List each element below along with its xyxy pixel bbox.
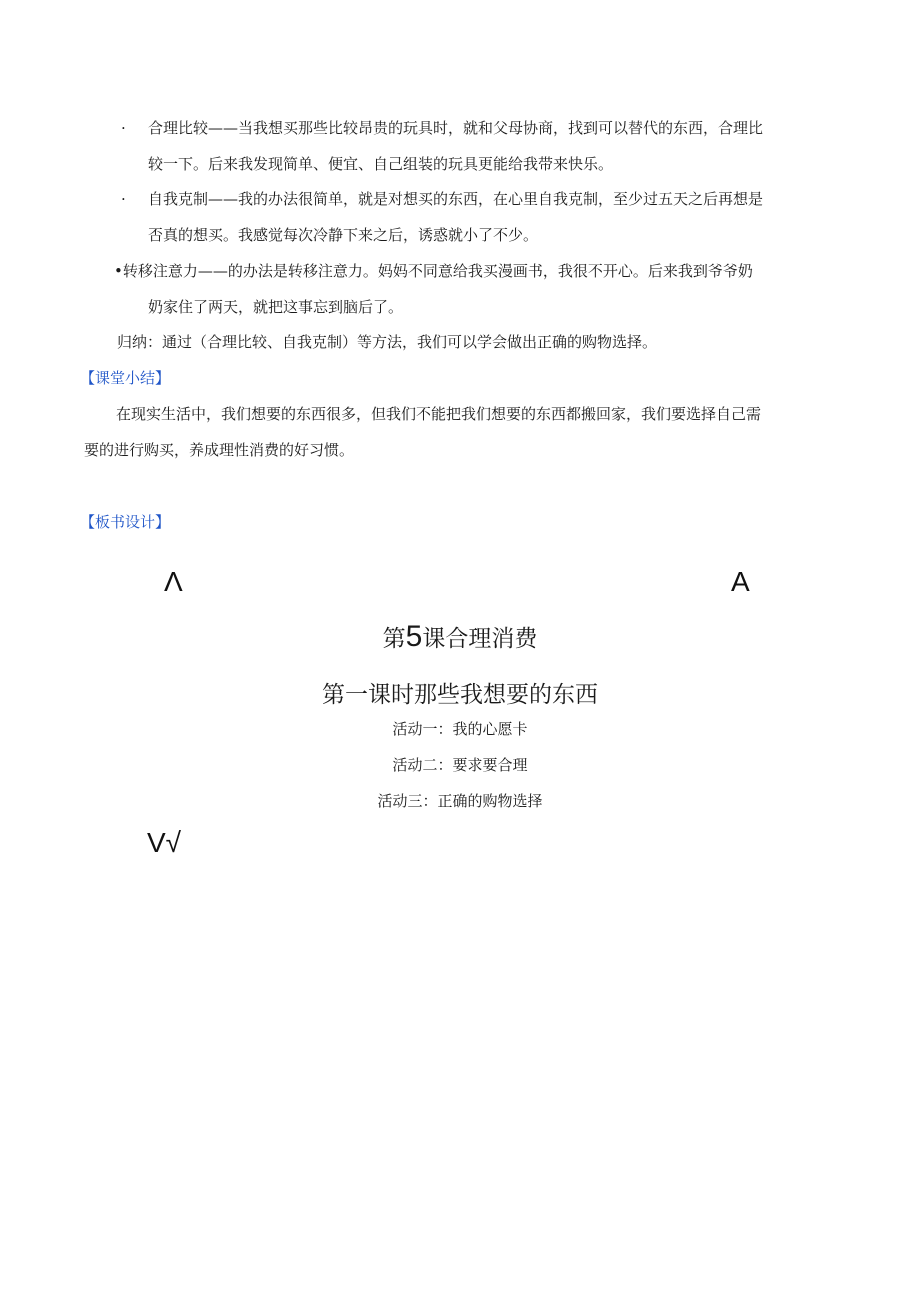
activity-item: 活动二：要求要合理: [392, 756, 528, 774]
class-summary-line1: 在现实生活中，我们想要的东西很多，但我们不能把我们想要的东西都搬回家，我们要选择自己需: [116, 405, 762, 423]
bullet-text-line2: 奶家住了两天，就把这事忘到脑后了。: [148, 298, 404, 316]
bullet-text-line1: 自我克制——我的办法很简单，就是对想买的东西，在心里自我克制，至少过五天之后再想是: [148, 190, 764, 208]
lesson-title: [0, 620, 920, 654]
board-design-heading: 【板书设计】: [80, 513, 171, 531]
summary-line: 归纳：通过（合理比较、自我克制）等方法，我们可以学会做出正确的购物选择。: [117, 333, 658, 351]
bullet-item-self-control: [117, 181, 840, 253]
class-summary-paragraph: [84, 396, 840, 468]
class-summary-line2: 要的进行购买，养成理性消费的好习惯。: [84, 441, 355, 459]
bullet-text-line1: 转移注意力——的办法是转移注意力。妈妈不同意给我买漫画书，我很不开心。后来我到爷爷奶: [122, 262, 753, 280]
bullet-text-line1: 合理比较——当我想买那些比较昂贵的玩具时，就和父母协商，找到可以替代的东西，合理比: [148, 119, 764, 137]
board-mark-top-right: A: [731, 566, 750, 597]
bullet-marker: •: [114, 262, 123, 280]
lesson-title-prefix: 第: [382, 626, 406, 652]
bullet-text-line2: 否真的想买。我感觉每次冷静下来之后，诱惑就小了不少。: [148, 226, 539, 244]
class-summary-heading: 【课堂小结】: [80, 369, 171, 387]
board-mark-top-left: Λ: [164, 566, 183, 597]
bullet-marker: ·: [121, 190, 126, 208]
bullet-item-divert-attention: [114, 253, 837, 325]
bullet-text-line2: 较一下。后来我发现简单、便宜、自己组装的玩具更能给我带来快乐。: [148, 155, 614, 173]
activity-item: 活动三：正确的购物选择: [377, 792, 543, 810]
activity-item: 活动一：我的心愿卡: [392, 720, 528, 738]
lesson-number: 5: [405, 620, 423, 653]
board-mark-bottom-left: V√: [147, 827, 182, 858]
lesson-subtitle: 第一课时那些我想要的东西: [322, 682, 598, 708]
bullet-marker: ·: [121, 119, 126, 137]
bullet-item-compare: [117, 110, 840, 182]
lesson-title-suffix: 课合理消费: [422, 626, 538, 652]
